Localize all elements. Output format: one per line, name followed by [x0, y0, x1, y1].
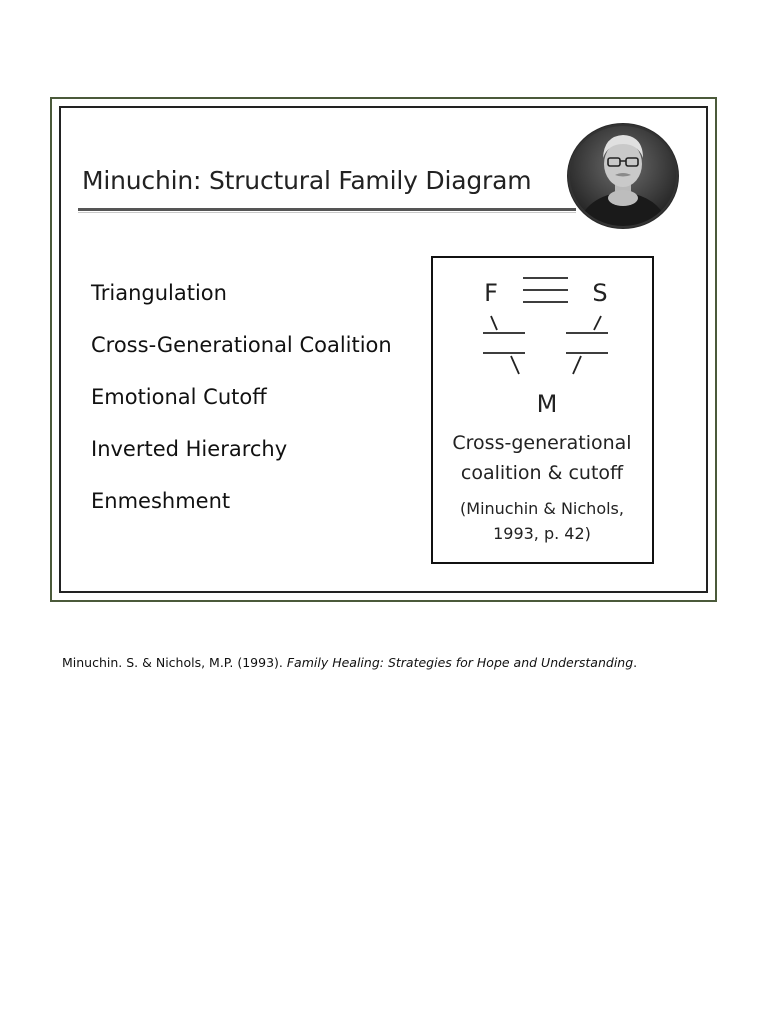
- diagram-caption: [433, 428, 651, 488]
- node-father: F: [484, 279, 498, 307]
- reference-end: .: [633, 655, 638, 670]
- term-emotional-cutoff: Emotional Cutoff: [91, 385, 267, 409]
- term-triangulation: Triangulation: [91, 281, 227, 305]
- father-son-enmeshed-lines: [523, 278, 568, 302]
- slide-frame: [50, 97, 717, 602]
- reference-authors: Minuchin. S. & Nichols, M.P. (1993).: [62, 655, 287, 670]
- caption-line-2: coalition & cutoff: [460, 462, 624, 484]
- son-mother-cutoff: [566, 316, 608, 374]
- citation-line-1: (Minuchin & Nichols,: [460, 499, 624, 518]
- term-list: [91, 273, 392, 533]
- node-son: S: [592, 279, 608, 307]
- slide-title: Minuchin: Structural Family Diagram: [82, 166, 532, 195]
- node-mother: M: [536, 390, 558, 418]
- diagram-citation: [433, 496, 651, 546]
- slide-panel: [59, 106, 708, 593]
- father-mother-cutoff: [483, 316, 525, 374]
- reference-title: Family Healing: Strategies for Hope and Understanding: [286, 655, 634, 670]
- portrait-photo: [566, 122, 680, 230]
- term-enmeshment: Enmeshment: [91, 489, 231, 513]
- title-underline-shadow: [78, 212, 576, 213]
- title-underline: [78, 208, 576, 211]
- citation-line-2: 1993, p. 42): [493, 524, 591, 543]
- term-cross-generational-coalition: Cross-Generational Coalition: [91, 333, 392, 357]
- caption-line-1: Cross-generational: [452, 432, 632, 454]
- diagram-lines: [433, 258, 651, 428]
- reference-citation: [62, 655, 637, 670]
- term-inverted-hierarchy: Inverted Hierarchy: [91, 437, 288, 461]
- structural-diagram: [431, 256, 654, 564]
